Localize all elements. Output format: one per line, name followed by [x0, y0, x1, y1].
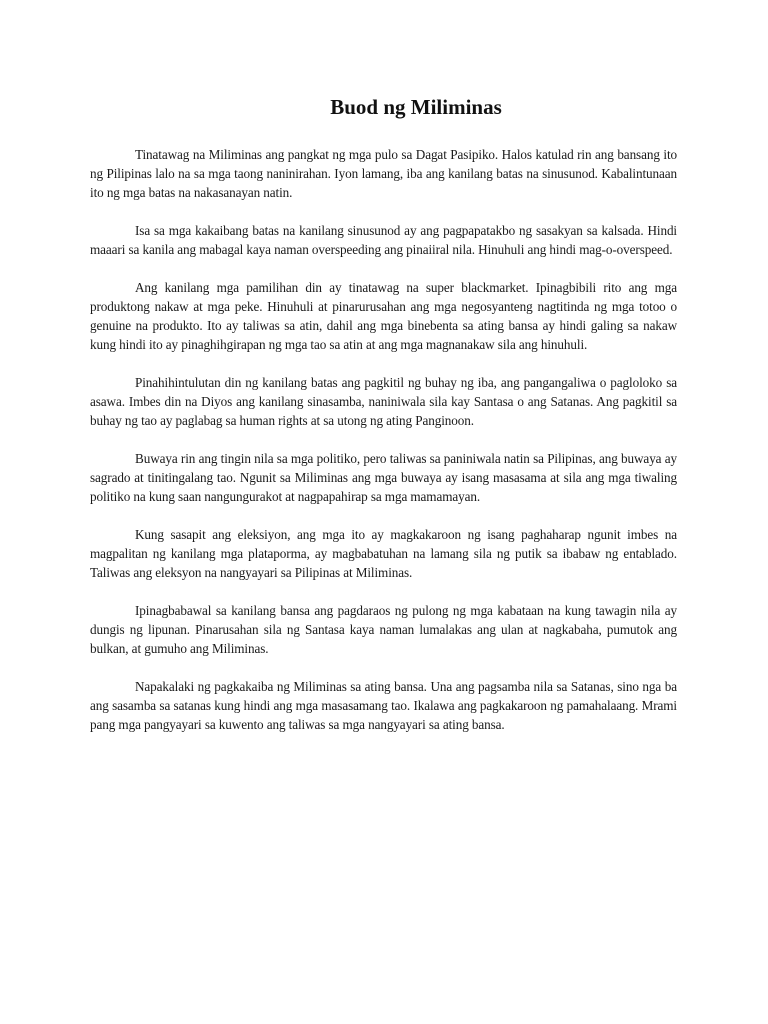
- paragraph-8: Napakalaki ng pagkakaiba ng Miliminas sa ating bansa. Una ang pagsamba nila sa Satanas, sino nga ba ang sasamba sa satanas kung hindi ang mga masasamang tao. Ikalawa ang pagkakaroon ng pamahalaang. Mrami pang mga pangyayari sa kuwento ang taliwas sa mga nangyayari sa ating bansa.: [90, 679, 677, 732]
- paragraph-1: Tinatawag na Miliminas ang pangkat ng mga pulo sa Dagat Pasipiko. Halos katulad rin ang bansang ito ng Pilipinas lalo na sa mga taong naninirahan. Iyon lamang, iba ang kanilang batas na sinusunod. Kabalintunaan ito ng mga batas na nakasanayan natin.: [90, 147, 677, 200]
- paragraph-4: Pinahihintulutan din ng kanilang batas ang pagkitil ng buhay ng iba, ang pangangaliwa o pagloloko sa asawa. Imbes din na Diyos ang kanilang sinasamba, naniniwala sila kay Santasa o ang Satanas. Ang pagkitil sa buhay ng tao ay paglabag sa human rights at sa utong ng ating Panginoon.: [90, 375, 677, 428]
- document-title: Buod ng Miliminas: [330, 95, 502, 119]
- document-body: [90, 145, 677, 753]
- paragraph-3: Ang kanilang mga pamilihan din ay tinatawag na super blackmarket. Ipinagbibili rito ang mga produktong nakaw at mga peke. Hinuhuli at pinarurusahan ang mga negosyanteng nagtitinda ng mga totoo o genuine na produkto. Ito ay taliwas sa atin, dahil ang mga binebenta sa ating bansa ay hindi galing sa nakaw kung hindi ito ay pinaghihgirapan ng mga tao sa atin at ang mga magnanakaw sila ang hinuhuli.: [90, 280, 677, 352]
- paragraph-5: Buwaya rin ang tingin nila sa mga politiko, pero taliwas sa paniniwala natin sa Pilipinas, ang buwaya ay sagrado at tinitingalang tao. Ngunit sa Miliminas ang mga buwaya ay isang masasama at sila ang mga tiwaling politiko na kung saan nangungurakot at nagpapahirap sa mga mamamayan.: [90, 451, 677, 504]
- paragraph-7: Ipinagbabawal sa kanilang bansa ang pagdaraos ng pulong ng mga kabataan na kung tawagin nila ay dungis ng lipunan. Pinarusahan sila ng Santasa kaya naman lumalakas ang ulan at nagkabaha, pumutok ang bulkan, at gumuho ang Miliminas.: [90, 603, 677, 656]
- paragraph-6: Kung sasapit ang eleksiyon, ang mga ito ay magkakaroon ng isang paghaharap ngunit imbes na magpalitan ng kanilang mga plataporma, ay magbabatuhan na lamang sila ng putik sa ibabaw ng entablado. Taliwas ang eleksyon na nangyayari sa Pilipinas at Miliminas.: [90, 527, 677, 580]
- paragraph-2: Isa sa mga kakaibang batas na kanilang sinusunod ay ang pagpapatakbo ng sasakyan sa kalsada. Hindi maaari sa kanila ang mabagal kaya naman overspeeding ang pinaiiral nila. Hinuhuli ang hindi mag-o-overspeed.: [90, 223, 677, 257]
